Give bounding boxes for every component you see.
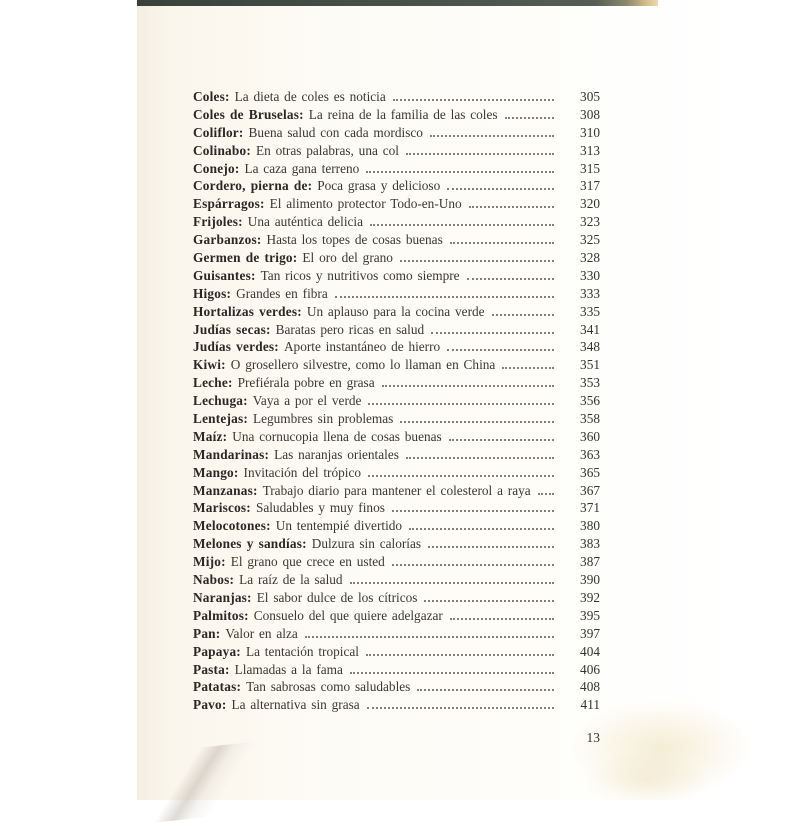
entry-label xyxy=(193,124,423,142)
dot-leader xyxy=(335,296,554,298)
entry-page: 310 xyxy=(580,124,600,140)
dot-leader xyxy=(392,564,554,566)
entry-label xyxy=(193,142,399,160)
dot-leader xyxy=(447,188,554,190)
entry-term: Coles: xyxy=(193,89,230,104)
entry-term: Papaya: xyxy=(193,643,241,659)
entry-term: Coles de Bruselas: xyxy=(193,106,304,122)
toc-entry xyxy=(193,499,600,517)
entry-term: Maíz: xyxy=(193,428,228,444)
dot-leader xyxy=(502,367,554,369)
toc-list xyxy=(193,88,600,714)
entry-desc: El oro del grano xyxy=(302,250,393,266)
entry-desc: Valor en alza xyxy=(225,625,298,641)
dot-leader xyxy=(368,475,554,477)
entry-page: 323 xyxy=(580,214,600,230)
entry-desc: Tan sabrosas como saludables xyxy=(246,679,411,695)
entry-desc: La raíz de la salud xyxy=(239,572,343,588)
entry-page: 383 xyxy=(580,536,600,552)
entry-term: Mango: xyxy=(193,464,239,480)
toc-entry xyxy=(193,177,600,195)
entry-page: 392 xyxy=(580,589,600,605)
toc-entry xyxy=(193,321,600,339)
dot-leader xyxy=(469,206,554,208)
dot-leader xyxy=(409,528,554,530)
entry-page: 404 xyxy=(580,643,600,659)
dot-leader xyxy=(505,117,554,119)
toc-entry xyxy=(193,356,600,374)
entry-term: Pan: xyxy=(193,625,221,641)
entry-page: 360 xyxy=(580,428,600,444)
entry-page: 406 xyxy=(580,661,600,677)
entry-label xyxy=(193,678,410,696)
entry-page: 317 xyxy=(580,178,600,194)
toc-entry xyxy=(193,106,600,124)
entry-term: Judías secas: xyxy=(193,321,271,337)
entry-term: Melocotones: xyxy=(193,518,271,534)
entry-desc: Poca grasa y delicioso xyxy=(317,178,441,194)
entry-label xyxy=(193,195,462,213)
entry-term: Lentejas: xyxy=(193,411,248,427)
entry-page: 365 xyxy=(580,464,600,480)
entry-desc: Saludables y muy finos xyxy=(255,500,385,516)
toc-entry xyxy=(193,696,600,714)
toc-entry xyxy=(193,195,600,213)
dot-leader xyxy=(366,171,554,173)
dot-leader xyxy=(417,689,554,691)
entry-label xyxy=(193,517,402,535)
entry-desc: Llamadas a la fama xyxy=(234,661,343,677)
entry-label xyxy=(193,267,460,285)
toc-entry xyxy=(193,428,600,446)
dot-leader xyxy=(368,403,554,405)
dot-leader xyxy=(350,672,554,674)
entry-label xyxy=(193,643,359,661)
dot-leader xyxy=(430,135,554,137)
toc-entry xyxy=(193,213,600,231)
toc-entry xyxy=(193,231,600,249)
entry-label xyxy=(193,285,328,303)
entry-term: Frijoles: xyxy=(193,214,243,230)
toc-entry xyxy=(193,589,600,607)
dot-leader xyxy=(431,332,554,334)
entry-desc: Una cornucopia llena de cosas buenas xyxy=(232,428,442,444)
dot-leader xyxy=(538,493,554,495)
entry-label xyxy=(193,410,393,428)
entry-label xyxy=(193,356,495,374)
page-number: 13 xyxy=(586,730,600,745)
entry-label xyxy=(193,392,361,410)
entry-desc: Prefiérala pobre en grasa xyxy=(237,375,375,391)
entry-term: Mariscos: xyxy=(193,500,251,516)
entry-page: 367 xyxy=(580,482,600,498)
book-page xyxy=(137,0,800,800)
entry-term: Manzanas: xyxy=(193,482,258,498)
entry-label xyxy=(193,696,360,714)
entry-label xyxy=(193,177,440,195)
toc-entry xyxy=(193,285,600,303)
entry-page: 411 xyxy=(580,697,600,713)
entry-page: 305 xyxy=(580,89,600,104)
toc-entry xyxy=(193,535,600,553)
toc-entry xyxy=(193,571,600,589)
entry-desc: Aporte instantáneo de hierro xyxy=(283,339,441,355)
entry-desc: Baratas pero ricas en salud xyxy=(275,321,425,337)
dot-leader xyxy=(406,153,554,155)
entry-label xyxy=(193,625,298,643)
entry-label xyxy=(193,106,498,124)
entry-desc: La dieta de coles es noticia xyxy=(234,89,386,104)
entry-page: 335 xyxy=(580,303,600,319)
entry-page: 380 xyxy=(580,518,600,534)
toc-entry xyxy=(193,338,600,356)
entry-desc: O grosellero silvestre, como lo llaman en China xyxy=(230,357,496,373)
entry-desc: La tentación tropical xyxy=(245,643,359,659)
entry-page: 363 xyxy=(580,446,600,462)
entry-page: 390 xyxy=(580,572,600,588)
dot-leader xyxy=(393,99,554,101)
entry-label xyxy=(193,607,443,625)
toc-entry xyxy=(193,303,600,321)
dot-leader xyxy=(450,618,554,620)
entry-term: Hortalizas verdes: xyxy=(193,303,302,319)
entry-label xyxy=(193,231,443,249)
entry-term: Higos: xyxy=(193,285,232,301)
entry-page: 341 xyxy=(580,321,600,337)
entry-label xyxy=(193,553,385,571)
toc-entry xyxy=(193,267,600,285)
entry-term: Leche: xyxy=(193,375,233,391)
toc-entry xyxy=(193,661,600,679)
entry-term: Palmitos: xyxy=(193,607,249,623)
toc-entry xyxy=(193,446,600,464)
entry-page: 325 xyxy=(580,232,600,248)
dot-leader xyxy=(366,654,554,656)
dot-leader xyxy=(305,636,554,638)
page-corner-shadow xyxy=(94,738,300,828)
entry-term: Kiwi: xyxy=(193,357,226,373)
dot-leader xyxy=(492,314,554,316)
entry-page: 395 xyxy=(580,607,600,623)
entry-desc: Hasta los topes de cosas buenas xyxy=(266,232,443,248)
entry-term: Coliflor: xyxy=(193,124,244,140)
dot-leader xyxy=(382,385,554,387)
entry-label xyxy=(193,160,359,178)
entry-page: 330 xyxy=(580,267,600,283)
dot-leader xyxy=(400,260,554,262)
dot-leader xyxy=(449,439,554,441)
toc-entry xyxy=(193,142,600,160)
entry-term: Melones y sandías: xyxy=(193,536,307,552)
dot-leader xyxy=(392,510,554,512)
entry-term: Mijo: xyxy=(193,554,226,570)
entry-page: 371 xyxy=(580,500,600,516)
entry-desc: Dulzura sin calorías xyxy=(311,536,422,552)
entry-desc: La reina de la familia de las coles xyxy=(308,106,498,122)
entry-page: 328 xyxy=(580,250,600,266)
entry-label xyxy=(193,482,531,500)
entry-desc: La alternativa sin grasa xyxy=(231,697,360,713)
entry-label xyxy=(193,499,385,517)
entry-desc: Invitación del trópico xyxy=(243,464,361,480)
entry-label xyxy=(193,303,485,321)
entry-term: Nabos: xyxy=(193,572,235,588)
entry-desc: El alimento protector Todo-en-Uno xyxy=(269,196,462,212)
toc-entry xyxy=(193,392,600,410)
entry-label xyxy=(193,535,421,553)
entry-term: Mandarinas: xyxy=(193,446,270,462)
dot-leader xyxy=(447,349,554,351)
dot-leader xyxy=(406,457,554,459)
entry-term: Germen de trigo: xyxy=(193,250,298,266)
entry-page: 315 xyxy=(580,160,600,176)
entry-term: Guisantes: xyxy=(193,267,256,283)
entry-label xyxy=(193,589,417,607)
entry-desc: El sabor dulce de los cítricos xyxy=(256,589,418,605)
toc-entry xyxy=(193,517,600,535)
entry-term: Pavo: xyxy=(193,697,227,713)
entry-label xyxy=(193,661,343,679)
entry-desc: Una auténtica delicia xyxy=(247,214,364,230)
scan-edge-strip xyxy=(137,0,658,6)
entry-page: 308 xyxy=(580,106,600,122)
toc-entry xyxy=(193,607,600,625)
entry-page: 348 xyxy=(580,339,600,355)
entry-desc: Vaya a por el verde xyxy=(252,393,362,409)
entry-label xyxy=(193,464,361,482)
toc-entry xyxy=(193,464,600,482)
entry-term: Pasta: xyxy=(193,661,230,677)
entry-label xyxy=(193,249,393,267)
entry-desc: El grano que crece en usted xyxy=(230,554,385,570)
toc-entry xyxy=(193,124,600,142)
entry-desc: Un aplauso para la cocina verde xyxy=(306,303,485,319)
entry-page: 320 xyxy=(580,196,600,212)
entry-desc: La caza gana terreno xyxy=(244,160,360,176)
entry-page: 397 xyxy=(580,625,600,641)
entry-page: 313 xyxy=(580,142,600,158)
toc-entry xyxy=(193,643,600,661)
toc-entry xyxy=(193,482,600,500)
toc-entry xyxy=(193,553,600,571)
entry-desc: Legumbres sin problemas xyxy=(252,411,394,427)
toc-entry xyxy=(193,410,600,428)
entry-term: Cordero, pierna de: xyxy=(193,178,313,194)
entry-term: Lechuga: xyxy=(193,393,248,409)
toc-entry xyxy=(193,625,600,643)
dot-leader xyxy=(370,224,554,226)
entry-label xyxy=(193,321,424,339)
dot-leader xyxy=(467,278,554,280)
toc-entry xyxy=(193,374,600,392)
entry-label xyxy=(193,213,363,231)
entry-desc: Grandes en fibra xyxy=(236,285,328,301)
toc-entry xyxy=(193,678,600,696)
toc-entry xyxy=(193,88,600,106)
entry-label xyxy=(193,88,386,106)
entry-page: 356 xyxy=(580,393,600,409)
entry-term: Naranjas: xyxy=(193,589,252,605)
entry-term: Colinabo: xyxy=(193,142,251,158)
dot-leader xyxy=(400,421,554,423)
entry-desc: Buena salud con cada mordisco xyxy=(248,124,423,140)
entry-term: Garbanzos: xyxy=(193,232,262,248)
entry-label xyxy=(193,571,343,589)
entry-label xyxy=(193,374,375,392)
entry-label xyxy=(193,338,440,356)
entry-page: 333 xyxy=(580,285,600,301)
entry-desc: Tan ricos y nutritivos como siempre xyxy=(260,267,460,283)
entry-desc: Trabajo diario para mantener el colesterol a raya xyxy=(262,482,531,498)
dot-leader xyxy=(450,242,554,244)
dot-leader xyxy=(367,707,554,709)
entry-term: Judías verdes: xyxy=(193,339,279,355)
entry-term: Patatas: xyxy=(193,679,242,695)
dot-leader xyxy=(350,582,554,584)
entry-desc: Consuelo del que quiere adelgazar xyxy=(253,607,443,623)
entry-page: 353 xyxy=(580,375,600,391)
entry-term: Espárragos: xyxy=(193,196,265,212)
toc-entry xyxy=(193,249,600,267)
dot-leader xyxy=(424,600,554,602)
entry-label xyxy=(193,446,399,464)
entry-desc: Las naranjas orientales xyxy=(274,446,399,462)
entry-term: Conejo: xyxy=(193,160,240,176)
dot-leader xyxy=(428,546,554,548)
entry-page: 351 xyxy=(580,357,600,373)
entry-page: 408 xyxy=(580,679,600,695)
entry-desc: Un tentempié divertido xyxy=(275,518,403,534)
entry-page: 387 xyxy=(580,554,600,570)
toc-entry xyxy=(193,160,600,178)
entry-desc: En otras palabras, una col xyxy=(255,142,399,158)
entry-label xyxy=(193,428,442,446)
entry-page: 358 xyxy=(580,411,600,427)
